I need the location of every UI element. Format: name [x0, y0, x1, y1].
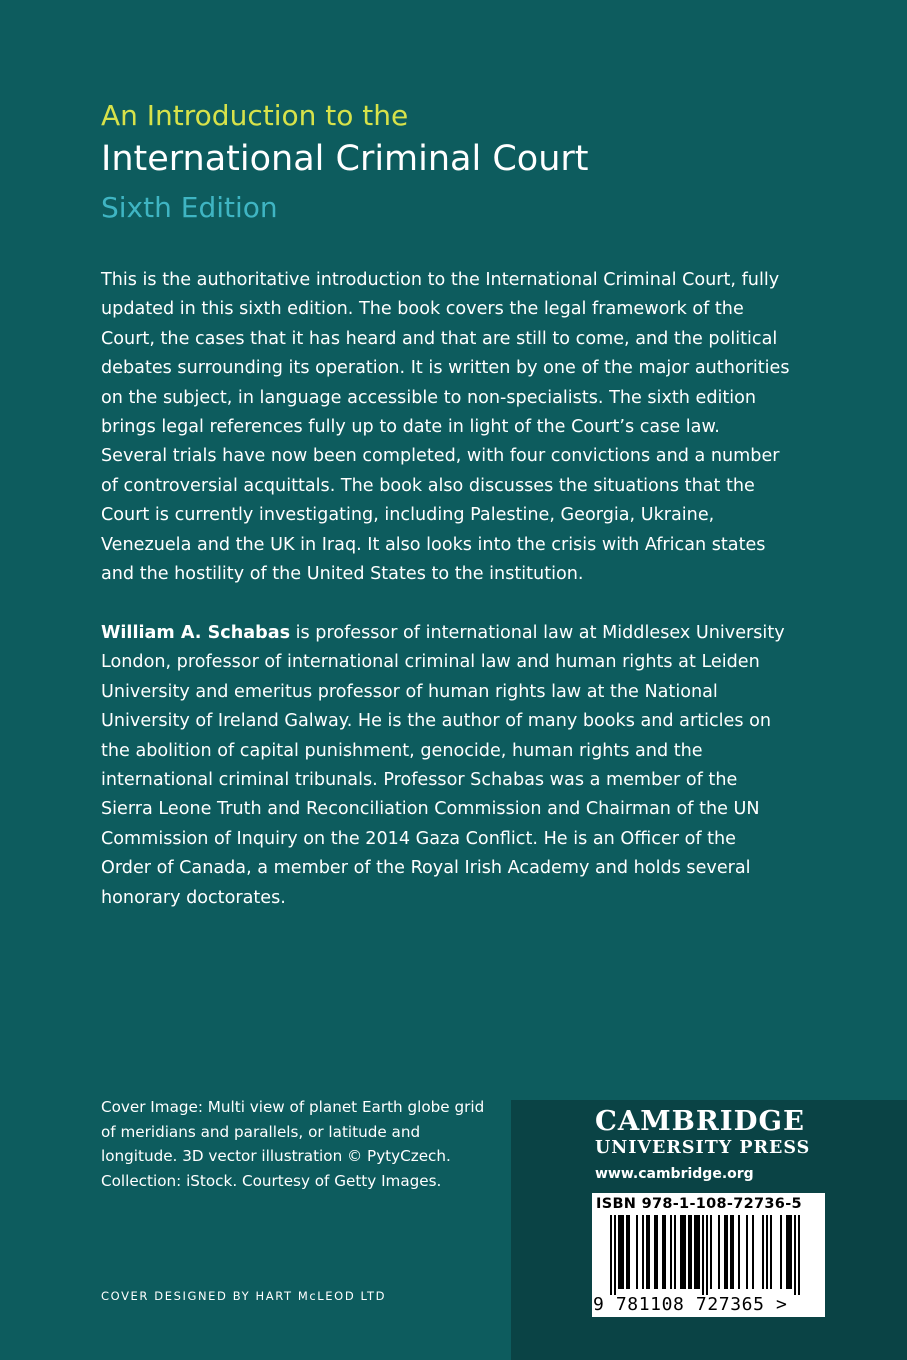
barcode-bar [718, 1215, 720, 1289]
barcode-bar [610, 1215, 612, 1295]
cover-image-credit: Cover Image: Multi view of planet Earth globe grid of meridians and parallels, or latitude and longitude. 3D vector illustration © PytyCzech. Collection: iStock. Courtesy of Getty Images. [101, 1098, 485, 1190]
barcode-bar [614, 1215, 616, 1295]
barcode-digits: 9 781108 727365 > [593, 1294, 788, 1315]
book-description: This is the authoritative introduction to the International Criminal Court, fully updated in this sixth edition. The book covers the legal framework of the Court, the cases that it has heard and that are still to come, and the political debates surrounding its operation. It is written by one of the major authorities on the subject, in language accessible to non-specialists. The sixth edition brings legal references fully up to date in light of the Court’s case law. Several trials have now been completed, with four convictions and a number of controversial acquittals. The book also discusses the situations that the Court is currently investigating, including Palestine, Georgia, Ukraine, Venezuela and the UK in Iraq. It also looks into the crisis with African states and the hostility of the United States to the institution. [101, 270, 790, 585]
barcode-bar [738, 1215, 740, 1289]
barcode-bar [746, 1215, 748, 1289]
barcode-bar [674, 1215, 676, 1289]
barcode-bar [780, 1215, 782, 1289]
isbn-number: ISBN 978-1-108-72736-5 [596, 1196, 802, 1212]
barcode-bar [794, 1215, 796, 1295]
title-line-1: An Introduction to the [101, 99, 409, 132]
publisher-logo [595, 1104, 835, 1158]
barcode-bar [636, 1215, 638, 1289]
barcode-bar [730, 1215, 734, 1289]
barcode-bar [724, 1215, 728, 1289]
barcode-bars [592, 1215, 825, 1295]
barcode-bar [770, 1215, 772, 1289]
barcode-bar [702, 1215, 704, 1295]
barcode-bar [762, 1215, 764, 1289]
barcode-bar [694, 1215, 700, 1289]
title-line-2: International Criminal Court [101, 139, 589, 179]
publisher-url: www.cambridge.org [595, 1166, 754, 1182]
designer-credit: COVER DESIGNED BY HART McLEOD LTD [101, 1289, 387, 1303]
author-bio-text: is professor of international law at Middlesex University London, professor of international criminal law and human rights at Leiden University and emeritus professor of human rights law at the National University of Ireland Galway. He is the author of many books and articles on the abolition of capital punishment, genocide, human rights and the international criminal tribunals. Professor Schabas was a member of the Sierra Leone Truth and Reconciliation Commission and Chairman of the UN Commission of Inquiry on the 2014 Gaza Conflict. He is an Officer of the Order of Canada, a member of the Royal Irish Academy and holds several honorary doctorates. [101, 623, 785, 908]
barcode-bar [626, 1215, 630, 1289]
barcode-bar [680, 1215, 686, 1289]
barcode-bar [798, 1215, 800, 1295]
author-bio [101, 619, 791, 913]
edition-label: Sixth Edition [101, 191, 278, 224]
barcode-bar [646, 1215, 650, 1289]
publisher-name-line-2: UNIVERSITY PRESS [595, 1138, 811, 1158]
barcode-bar [710, 1215, 712, 1289]
barcode-bar [654, 1215, 658, 1289]
barcode-bar [688, 1215, 692, 1289]
barcode-bar [706, 1215, 708, 1295]
barcode-bar [642, 1215, 644, 1289]
isbn-barcode-box [592, 1193, 825, 1317]
barcode-bar [662, 1215, 666, 1289]
publisher-name-line-1: CAMBRIDGE [595, 1105, 805, 1137]
barcode-bar [670, 1215, 672, 1289]
title-block [101, 96, 841, 232]
barcode-bar [618, 1215, 624, 1289]
barcode-bar [786, 1215, 792, 1289]
author-name: William A. Schabas [101, 623, 291, 643]
barcode-bar [752, 1215, 754, 1289]
publisher-panel [511, 1100, 907, 1360]
barcode-bar [766, 1215, 768, 1289]
